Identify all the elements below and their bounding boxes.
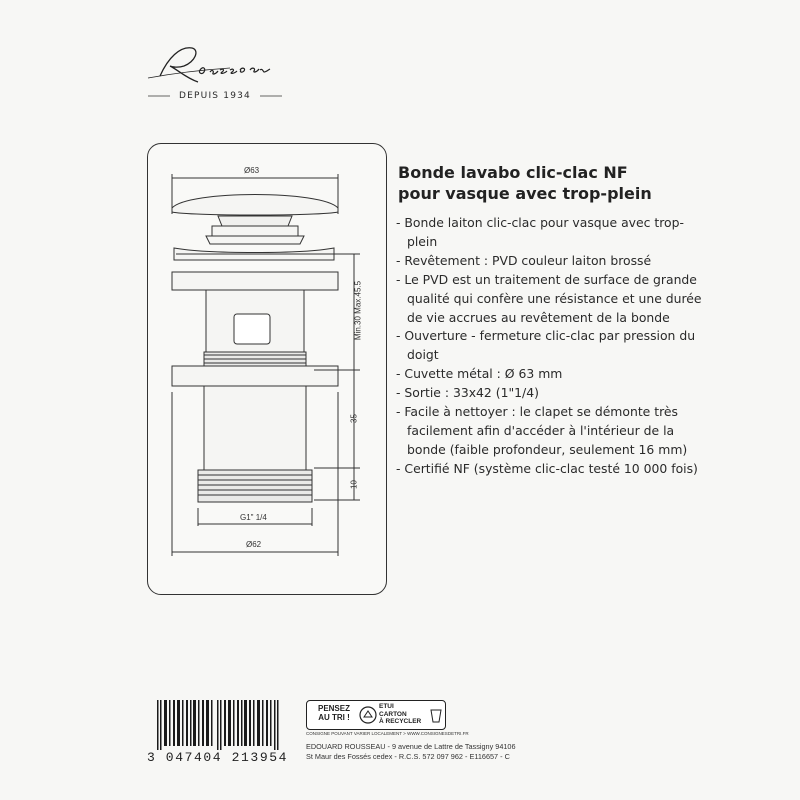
triman-recycling-logo [306,700,469,740]
brand-tagline: DEPUIS 1934 [179,91,251,101]
carton-label: CARTON [379,710,407,718]
feature-item: - Bonde laiton clic-clac pour vasque avec trop-plein [396,214,706,252]
feature-item: - Sortie : 33x42 (1"1/4) [396,384,706,403]
feature-item: - Cuvette métal : Ø 63 mm [396,365,706,384]
recycling-note: CONSIGNE POUVANT VARIER LOCALEMENT > WWW.CONSIGNESDETRI.FR [306,731,469,736]
bottom-diameter-label: Ø62 [246,540,262,549]
address-line2: St Maur des Fossés cedex - R.C.S. 572 097 962 - E116657 - C [306,752,510,761]
thread-spec-label: G1" 1/4 [240,513,267,522]
recycler-label: À RECYCLER [379,718,422,726]
product-title-line2: pour vasque avec trop-plein [398,184,652,203]
top-diameter-label: Ø63 [244,166,260,175]
feature-item: - Le PVD est un traitement de surface de grande qualité qui confère une résistance et une durée de vie accrues au revêtement de la bonde [396,271,706,328]
triman-icon [359,706,377,724]
feature-item: - Revêtement : PVD couleur laiton brossé [396,252,706,271]
brand-logo [140,40,290,110]
barcode [147,700,295,766]
technical-drawing [147,143,387,595]
feature-item: - Ouverture - fermeture clic-clac par pression du doigt [396,327,706,365]
au-tri-label: AU TRI ! [318,713,350,722]
barcode-digits: 3 047404 213954 [147,750,289,765]
body-height-label: 35 [349,414,359,423]
feature-item: - Facile à nettoyer : le clapet se démonte très facilement afin d'accéder à l'intérieur de la bonde (faible profondeur, seulement 16 mm) [396,403,706,460]
product-title [398,162,698,204]
barcode-bars [147,700,295,750]
feature-list [396,214,706,479]
thread-height-label: 10 [349,480,359,489]
product-title-line1: Bonde lavabo clic-clac NF [398,163,628,182]
pensez-label: PENSEZ [317,704,350,713]
address-line1: EDOUARD ROUSSEAU - 9 avenue de Lattre de Tassigny 94106 [306,742,516,751]
company-address [306,742,546,762]
etui-label: ETUI [379,703,394,710]
feature-item: - Certifié NF (système clic-clac testé 10 000 fois) [396,460,706,479]
recycle-bin-icon [429,707,443,723]
height-range-label: Min.30 Max.45.5 [353,280,363,341]
drain-diagram [148,144,388,596]
